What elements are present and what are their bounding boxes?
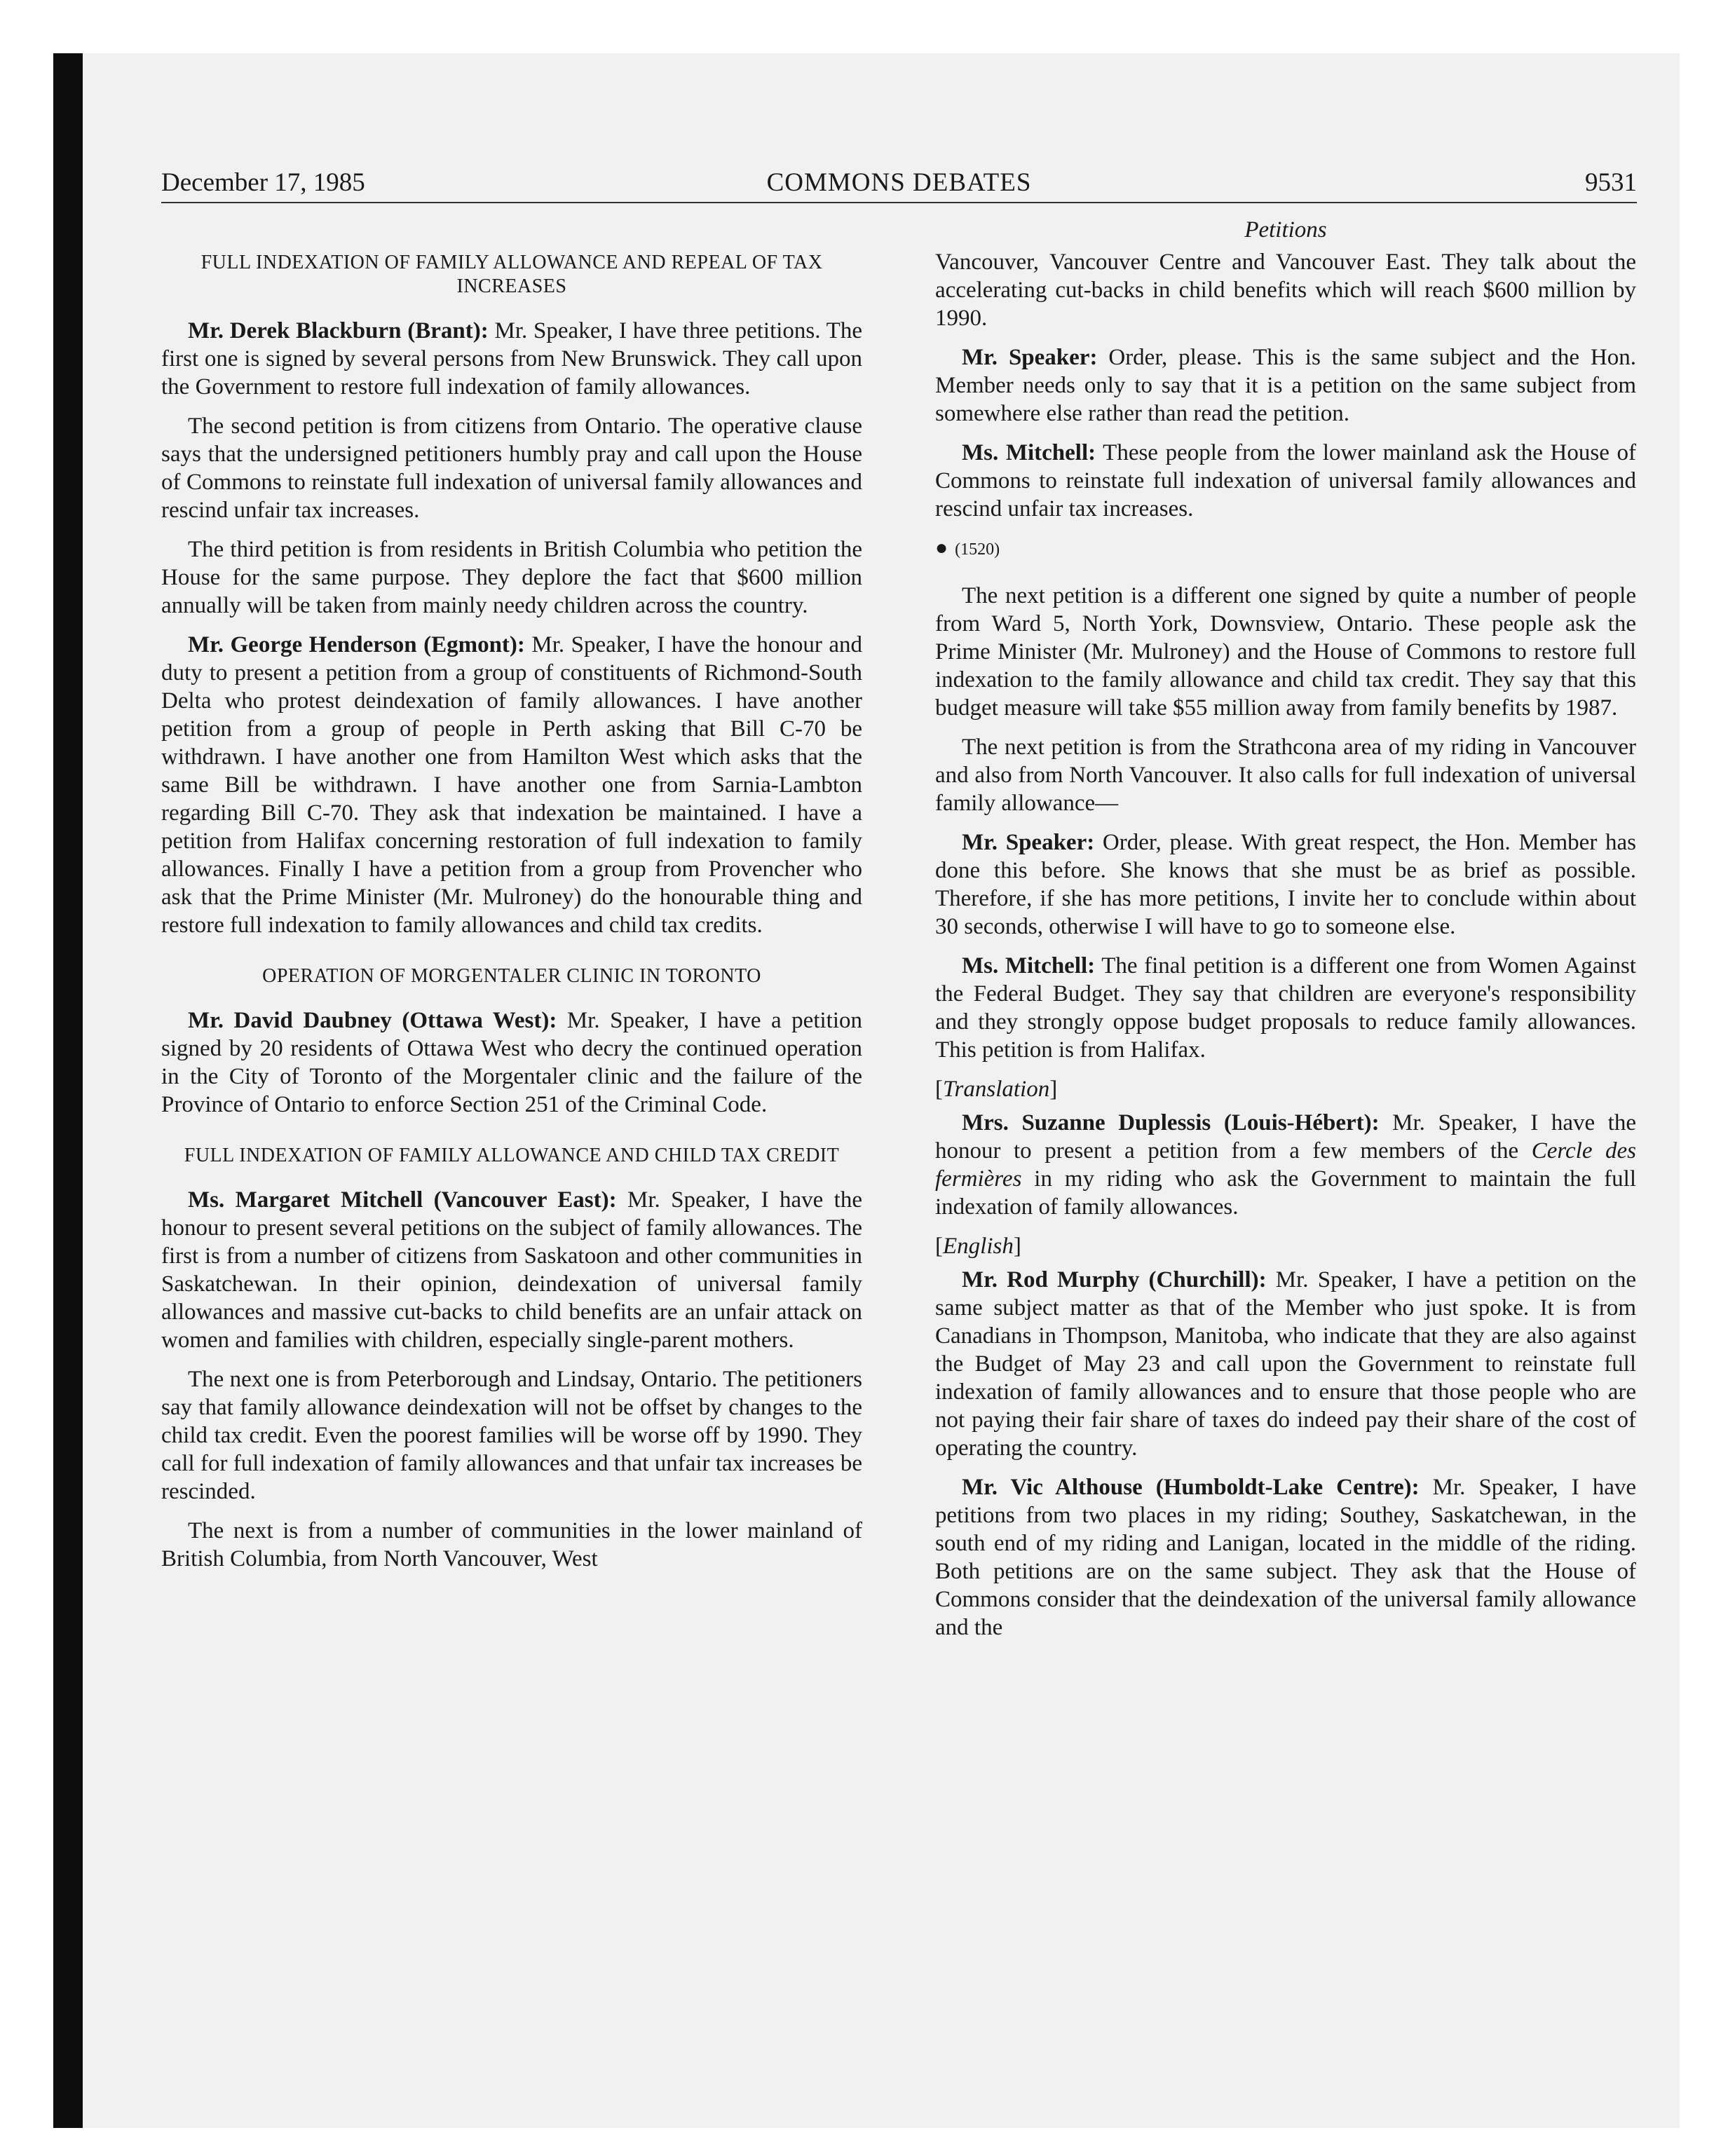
italic-text: Cercle des fermières bbox=[935, 1138, 1636, 1192]
speaker-name: Mr. Rod Murphy (Churchill): bbox=[962, 1267, 1267, 1292]
paragraph-text: Mr. Speaker, I have a petition on the same subject matter as that of the Member who just spoke. It is from Canadians in Thompson, Manitoba, who indicate that they are also against the Budget of May 23 and call upon the Government to reinstate full indexation of family allowances and to ensure that those people who are not paying their fair share of taxes do indeed pay their share of the cost of operating the country. bbox=[935, 1267, 1636, 1461]
paragraph-text: Mr. Speaker, I have the honour and duty to present a petition from a group of constituents of Richmond-South Delta who protest deindexation of family allowances. I have another petition from a group of people in Perth asking that Bill C-70 be withdrawn. I have another one from Hamilton West which asks that the same Bill be withdrawn. I have another one from Sarnia-Lambton regarding Bill C-70. They ask that indexation be maintained. I have a petition from Halifax concerning restoration of full indexation to family allowances. Finally I have a petition from a group from Provencher who ask that the Prime Minister (Mr. Mulroney) do the honourable thing and restore full indexation to family allowances and child tax credits. bbox=[161, 632, 862, 938]
paragraph-henderson bbox=[161, 631, 862, 939]
english-tag-text: English bbox=[943, 1234, 1014, 1259]
left-column bbox=[161, 216, 862, 2052]
paragraph-text: in my riding who ask the Government to maintain the full indexation of family allowances. bbox=[935, 1166, 1636, 1220]
right-column bbox=[935, 216, 1636, 2052]
paragraph-speaker bbox=[935, 343, 1636, 428]
page-spine-shadow bbox=[53, 53, 83, 2128]
section-title-child-tax-credit: FULL INDEXATION OF FAMILY ALLOWANCE AND CHILD TAX CREDIT bbox=[184, 1145, 840, 1166]
paragraph-daubney bbox=[161, 1007, 862, 1119]
paragraph-mitchell bbox=[161, 1186, 862, 1354]
paragraph-text: Order, please. With great respect, the Hon. Member has done this before. She knows that she must be as brief as possible. Therefore, if she has more petitions, I invite her to conclude within about 30 seconds, otherwise I will have to go to someone else. bbox=[935, 830, 1636, 939]
time-marker bbox=[935, 534, 1636, 564]
paragraph-text: Mr. Speaker, I have the honour to present several petitions on the subject of family allowances. The first is from a number of citizens from Saskatoon and other communities in Saskatchewan. In their opinion, deindexation of universal family allowances and massive cut-backs to child benefits are an unfair attack on women and families with children, especially single-parent mothers. bbox=[161, 1187, 862, 1353]
speaker-name: Mr. David Daubney (Ottawa West): bbox=[188, 1008, 557, 1033]
paragraph: The second petition is from citizens from Ontario. The operative clause says that the undersigned petitioners humbly pray and call upon the House of Commons to reinstate full indexation of universal family allowances and rescind unfair tax increases. bbox=[161, 414, 862, 523]
speaker-name: Mr. Vic Althouse (Humboldt-Lake Centre): bbox=[962, 1475, 1420, 1500]
page-header bbox=[161, 160, 1637, 203]
paragraph: The next petition is a different one signed by quite a number of people from Ward 5, North York, Downsview, Ontario. These people ask the Prime Minister (Mr. Mulroney) and the House of Commons to restore full indexation to the family allowance and child tax credit. They say that this budget measure will take $55 million away from family benefits by 1987. bbox=[935, 583, 1636, 721]
paragraph: Vancouver, Vancouver Centre and Vancouver East. They talk about the accelerating cut-backs in child benefits which will reach $600 million by 1990. bbox=[935, 250, 1636, 331]
paragraph-mitchell bbox=[935, 439, 1636, 523]
header-page-number: 9531 bbox=[1585, 168, 1637, 197]
paragraph-althouse bbox=[935, 1473, 1636, 1642]
paragraph-speaker bbox=[935, 828, 1636, 941]
paragraph: The next petition is from the Strathcona area of my riding in Vancouver and also from North Vancouver. It also calls for full indexation of universal family allowance— bbox=[935, 735, 1636, 816]
speaker-name: Mrs. Suzanne Duplessis (Louis-Hébert): bbox=[962, 1110, 1380, 1135]
speaker-name: Mr. George Henderson (Egmont): bbox=[188, 632, 525, 657]
paragraph-text: Mr. Speaker, I have the honour to present a petition from a few members of the bbox=[935, 1110, 1636, 1164]
scanned-page bbox=[53, 53, 1680, 2128]
paragraph: The next is from a number of communities in the lower mainland of British Columbia, from North Vancouver, West bbox=[161, 1518, 862, 1571]
header-title: COMMONS DEBATES bbox=[766, 168, 1032, 197]
column-heading: Petitions bbox=[1244, 217, 1327, 243]
paragraph-text: The final petition is a different one from Women Against the Federal Budget. They say that children are everyone's responsibility and they strongly oppose budget proposals to reduce family allowances. This petition is from Halifax. bbox=[935, 953, 1636, 1063]
header-date: December 17, 1985 bbox=[161, 168, 365, 197]
english-tag: [English] bbox=[935, 1234, 1021, 1259]
paragraph-text: Mr. Speaker, I have three petitions. The first one is signed by several persons from New Brunswick. They call upon the Government to restore full indexation of family allowances. bbox=[161, 318, 862, 400]
section-title-family-allowance-repeal: FULL INDEXATION OF FAMILY ALLOWANCE AND REPEAL OF TAX INCREASES bbox=[200, 252, 823, 297]
paragraph-text: Mr. Speaker, I have a petition signed by 20 residents of Ottawa West who decry the continued operation in the City of Toronto of the Morgentaler clinic and the failure of the Province of Ontario to enforce Section 251 of the Criminal Code. bbox=[161, 1008, 862, 1117]
section-title-morgentaler-clinic: OPERATION OF MORGENTALER CLINIC IN TORONTO bbox=[262, 965, 761, 987]
paragraph-blackburn bbox=[161, 317, 862, 401]
speaker-name: Mr. Speaker: bbox=[962, 830, 1095, 855]
translation-tag: [Translation] bbox=[935, 1077, 1058, 1102]
speaker-name: Ms. Mitchell: bbox=[962, 953, 1096, 978]
paragraph: The next one is from Peterborough and Lindsay, Ontario. The petitioners say that family allowance deindexation will not be offset by changes to the child tax credit. Even the poorest families will be worse off by 1990. They call for full indexation of family allowances and that unfair tax increases be rescinded. bbox=[161, 1367, 862, 1504]
translation-tag-text: Translation bbox=[943, 1077, 1050, 1102]
speaker-name: Mr. Speaker: bbox=[962, 345, 1098, 370]
paragraph-murphy bbox=[935, 1266, 1636, 1462]
paragraph-duplessis bbox=[935, 1109, 1636, 1221]
speaker-name: Ms. Mitchell: bbox=[962, 440, 1096, 465]
speaker-name: Mr. Derek Blackburn (Brant): bbox=[188, 318, 489, 343]
time-marker-text: (1520) bbox=[955, 540, 1000, 559]
bullet-icon: ● bbox=[935, 536, 948, 559]
paragraph: The third petition is from residents in British Columbia who petition the House for the same purpose. They deplore the fact that $600 million annually will be taken from mainly needy children across the country. bbox=[161, 537, 862, 618]
speaker-name: Ms. Margaret Mitchell (Vancouver East): bbox=[188, 1187, 617, 1213]
paragraph-text: These people from the lower mainland ask the House of Commons to reinstate full indexation of universal family allowances and rescind unfair tax increases. bbox=[935, 440, 1636, 521]
paragraph-mitchell bbox=[935, 952, 1636, 1064]
paragraph-text: Mr. Speaker, I have petitions from two places in my riding; Southey, Saskatchewan, in the south end of my riding and Lanigan, located in the middle of the riding. Both petitions are on the same subject. They ask that the House of Commons consider that the deindexation of the universal family allowance and the bbox=[935, 1475, 1636, 1640]
paragraph-text: Order, please. This is the same subject and the Hon. Member needs only to say that it is a petition on the same subject from somewhere else rather than read the petition. bbox=[935, 345, 1636, 426]
